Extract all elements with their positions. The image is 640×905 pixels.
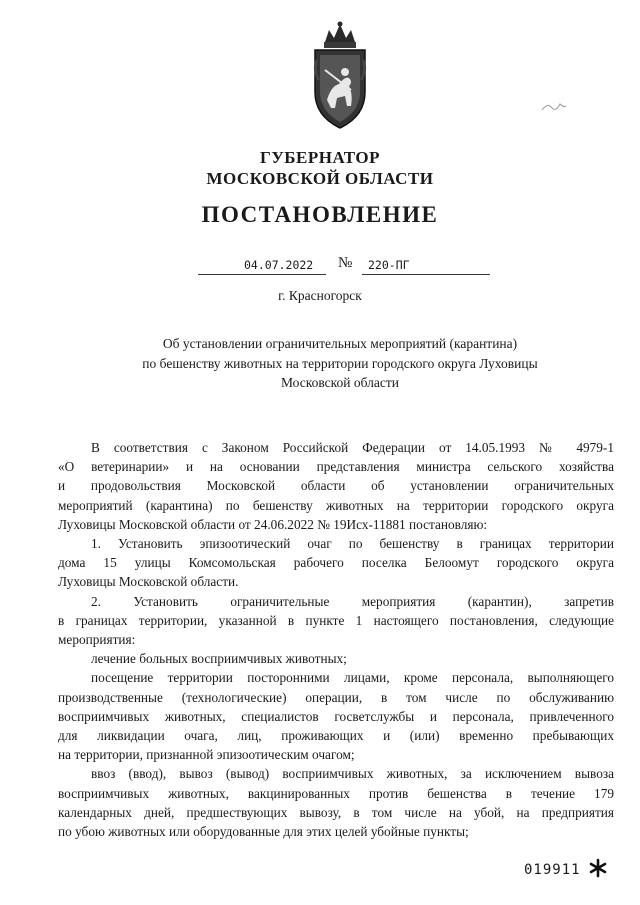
document-body — [58, 438, 614, 841]
date-underline — [198, 274, 326, 275]
document-subject — [90, 334, 590, 393]
text-line: и продовольствия Московской области об установлении ограничительных — [58, 478, 614, 494]
text-line: для ликвидации очага, лиц, проживающих и (или) временно пребывающих — [58, 728, 614, 744]
text-line: восприимчивых животных, вакцинированных против бешенства в течение 179 — [58, 785, 614, 801]
text-line: календарных дней, предшествующих вывозу, в том числе на убой, на предприятия — [58, 804, 614, 820]
text-line: в границах территории, указанной в пункте 1 настоящего постановления, следующие — [58, 612, 614, 628]
issuer-line-2: МОСКОВСКОЙ ОБЛАСТИ — [206, 169, 434, 188]
issue-city: г. Красногорск — [278, 288, 362, 303]
document-type-title: ПОСТАНОВЛЕНИЕ — [201, 202, 439, 227]
text-line: 1. Установить эпизоотический очаг по бешенству в границах территории — [91, 536, 614, 552]
text-line: В соответствия с Законом Российской Федерации от 14.05.1993 № 4979-1 — [91, 440, 614, 455]
item-2-paragraph — [58, 592, 614, 650]
text-line: по убою животных или оборудованные для этих целей убойные пункты; — [58, 824, 469, 840]
text-line: посещение территории посторонними лицами, кроме персонала, выполняющего — [91, 670, 614, 686]
document-number: 220-ПГ — [368, 258, 410, 272]
issuer-line-1: ГУБЕРНАТОР — [260, 148, 380, 167]
text-line: «О ветеринарии» и на основании представления министра сельского хозяйства — [58, 459, 614, 475]
text-line: на территории, признанной эпизоотическим очагом; — [58, 747, 355, 763]
serial-number: 019911 — [524, 862, 581, 878]
text-line: лечение больных восприимчивых животных; — [91, 651, 347, 667]
stray-mark-icon — [540, 100, 568, 114]
text-line: ввоз (ввод), вывоз (вывод) восприимчивых животных, за исключением вывоза — [91, 766, 614, 782]
item-1-paragraph — [58, 534, 614, 592]
number-underline — [362, 274, 490, 275]
document-date: 04.07.2022 — [244, 258, 314, 272]
text-line: мероприятий (карантина) по бешенству животных на территории городского округа — [58, 497, 614, 513]
measure-2-paragraph — [58, 668, 614, 764]
registration-line — [198, 256, 498, 278]
intro-paragraph — [58, 438, 614, 534]
text-line: 2. Установить ограничительные мероприятия (карантин), запретив — [91, 593, 614, 609]
coat-of-arms-icon — [305, 20, 375, 135]
text-line: Луховицы Московской области от 24.06.2022 № 19Исх-11881 постановляю: — [58, 516, 488, 532]
subject-line: Московской области — [280, 375, 399, 390]
measure-3-paragraph — [58, 764, 614, 841]
subject-line: по бешенству животных на территории городского округа Луховицы — [142, 355, 538, 371]
text-line: производственные (технологические) операции, в том числе по обслуживанию — [58, 689, 614, 705]
asterisk-icon — [588, 858, 608, 878]
text-line: Луховицы Московской области. — [58, 574, 239, 590]
subject-line: Об установлении ограничительных мероприятий (карантина) — [162, 336, 518, 351]
text-line: мероприятия: — [58, 632, 136, 648]
number-sign: № — [338, 255, 353, 271]
text-line: дома 15 улицы Комсомольская рабочего поселка Белоомут городского округа — [58, 555, 614, 571]
text-line: восприимчивых животных, специалистов госветслужбы и персонала, привлеченного — [58, 708, 614, 724]
measure-1-paragraph — [58, 649, 614, 668]
